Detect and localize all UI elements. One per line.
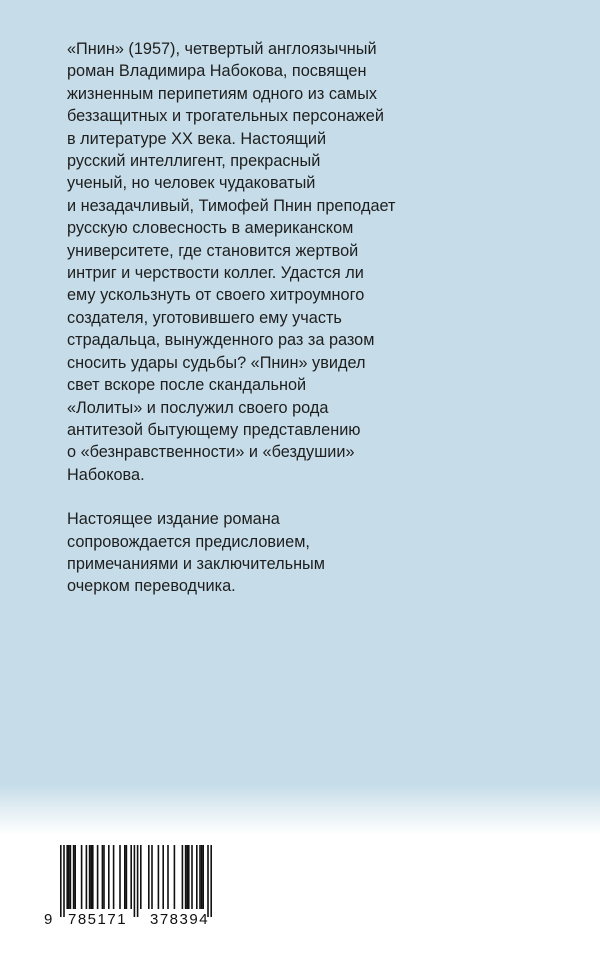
barcode-bar [90, 845, 92, 909]
barcode-bar [92, 845, 94, 909]
barcode-bars [44, 845, 224, 917]
text-line: и незадачливый, Тимофей Пнин преподает [67, 196, 396, 215]
text-line: очерком переводчика. [67, 577, 236, 596]
barcode-bar [86, 845, 88, 909]
barcode-bar [66, 845, 68, 909]
barcode-bar [68, 845, 70, 909]
barcode-bar [196, 845, 198, 909]
text-line: университете, где становится жертвой [67, 241, 359, 260]
barcode-bar [126, 845, 128, 909]
barcode-bar [70, 845, 72, 909]
barcode-bar [60, 845, 62, 917]
text-line: примечаниями и заключительным [67, 554, 325, 573]
barcode-bar [151, 845, 153, 909]
barcode-bar [124, 845, 126, 909]
text-line: сносить удары судьбы? «Пнин» увидел [67, 353, 366, 372]
barcode-bar [182, 845, 184, 909]
text-line: «Лолиты» и послужил своего рода [67, 398, 329, 417]
barcode-bar [108, 845, 110, 909]
barcode-bar [186, 845, 188, 909]
barcode-bar [113, 845, 115, 909]
text-line: создателя, уготовившего ему участь [67, 308, 342, 327]
isbn-first-digit: 9 [44, 911, 53, 928]
barcode-bar [188, 845, 190, 909]
barcode-bar [130, 845, 132, 909]
barcode-bar [137, 845, 139, 917]
annotation-paragraph-1 [67, 38, 447, 486]
isbn-barcode [44, 845, 224, 935]
text-line: роман Владимира Набокова, посвящен [67, 62, 367, 81]
barcode-bar [207, 845, 209, 917]
barcode-bar [210, 845, 212, 917]
text-line: беззащитных и трогательных персонажей [67, 107, 384, 126]
barcode-bar [201, 845, 203, 909]
barcode-bar [202, 845, 204, 909]
text-line: в литературе XX века. Настоящий [67, 129, 327, 148]
barcode-bar [167, 845, 169, 909]
isbn-left-digits: 785171 [68, 911, 128, 928]
text-line: сопровождается предисловием, [67, 532, 310, 551]
barcode-bar [140, 845, 142, 909]
barcode-bar [103, 845, 105, 909]
text-line: Настоящее издание романа [67, 510, 280, 529]
barcode-bar [102, 845, 104, 909]
text-line: свет вскоре после скандальной [67, 376, 307, 395]
barcode-bar [74, 845, 76, 909]
barcode-bar [191, 845, 193, 909]
barcode-bar [134, 845, 136, 917]
text-line: «Пнин» (1957), четвертый англоязычный [67, 40, 377, 58]
barcode-bar [63, 845, 65, 917]
text-line: интриг и черствости коллег. Удастся ли [67, 264, 364, 283]
text-line: ученый, но человек чудаковатый [67, 174, 316, 193]
barcode-bar [81, 845, 83, 909]
text-line: русский интеллигент, прекрасный [67, 152, 321, 171]
text-line: Набокова. [67, 465, 145, 484]
barcode-bar [119, 845, 121, 909]
annotation-text [67, 38, 447, 598]
barcode-bar [97, 845, 99, 909]
barcode-bar [174, 845, 176, 909]
barcode-bar [148, 845, 150, 909]
text-line: жизненным перипетиям одного из самых [67, 84, 378, 103]
text-line: антитезой бытующему представлению [67, 420, 361, 439]
barcode-bar [89, 845, 91, 909]
isbn-right-digits: 378394 [150, 911, 210, 928]
text-line: о «безнравственности» и «бездушии» [67, 443, 355, 462]
barcode-bar [73, 845, 75, 909]
text-line: страдальца, вынужденного раз за разом [67, 331, 375, 350]
barcode-bar [158, 845, 160, 909]
annotation-paragraph-2 [67, 508, 447, 598]
barcode-bar [162, 845, 164, 909]
text-line: ему ускользнуть от своего хитроумного [67, 286, 365, 305]
text-line: русскую словесность в американском [67, 219, 354, 238]
barcode-bar [199, 845, 201, 909]
barcode-bar [185, 845, 187, 909]
